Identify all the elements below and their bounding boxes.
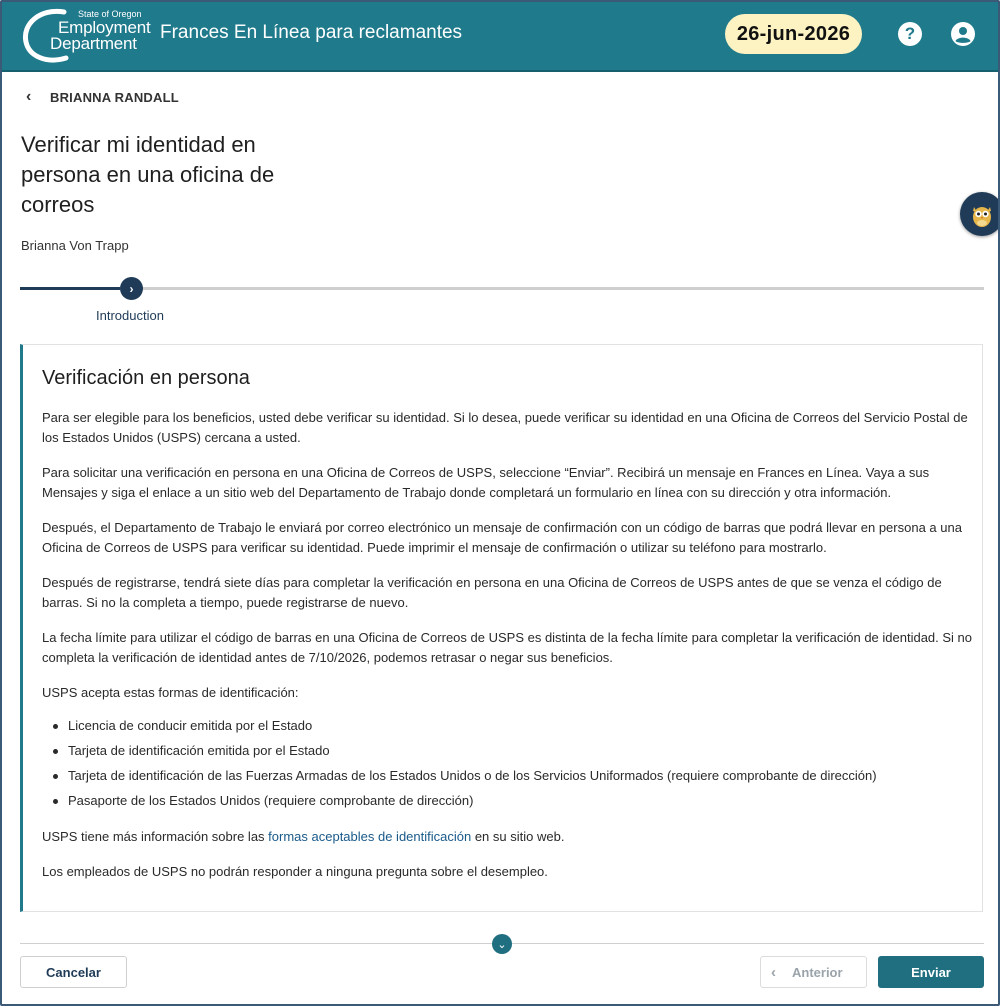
- page-title: Verificar mi identidad en persona en una oficina de correos: [21, 132, 275, 217]
- previous-button-label: Anterior: [792, 964, 843, 980]
- back-link-label: BRIANNA RANDALL: [50, 89, 179, 105]
- chevron-left-icon: ‹: [771, 963, 776, 981]
- logo-line-employment: Employment: [58, 18, 151, 37]
- employment-department-logo[interactable]: [20, 6, 151, 64]
- paragraph: Después de registrarse, tendrá siete días para completar la verificación en persona en una Oficina de Correos de USPS antes de que se venza el código de barras. Si no la completa a tiempo, puede registrarse de nuevo.: [42, 575, 942, 610]
- date-badge: 26-jun-2026: [725, 14, 862, 54]
- content-card: [20, 344, 983, 912]
- closing-paragraph: Los empleados de USPS no podrán responder a ninguna pregunta sobre el desempleo.: [42, 864, 548, 879]
- owl-assistant-icon[interactable]: [960, 192, 1000, 236]
- stepper-current-step-icon: ›: [120, 277, 143, 300]
- list-item: Pasaporte de los Estados Unidos (requiere comprobante de dirección): [64, 788, 972, 813]
- help-icon[interactable]: ?: [898, 22, 922, 46]
- more-info-text-before: USPS tiene más información sobre las: [42, 829, 269, 844]
- back-link[interactable]: [26, 87, 179, 107]
- app-title: Frances En Línea para reclamantes: [160, 22, 463, 43]
- paragraph: La fecha límite para utilizar el código de barras en una Oficina de Correos de USPS es distinta de la fecha límite para completar la verificación de identidad. Si no completa la verificación de identidad antes de 7/10/2026, podemos retrasar o negar sus beneficios.: [42, 630, 973, 665]
- chevron-left-icon: ‹: [26, 88, 32, 105]
- more-info-paragraph: [42, 827, 972, 847]
- list-item: Tarjeta de identificación de las Fuerzas Armadas de los Estados Unidos o de los Servicios Uniformados (requiere comprobante de dirección): [64, 763, 972, 788]
- chevron-down-icon: ⌄: [497, 938, 507, 951]
- previous-button[interactable]: [760, 956, 867, 988]
- logo-state-text: State of Oregon: [78, 9, 142, 19]
- list-item: Tarjeta de identificación emitida por el Estado: [64, 738, 972, 763]
- card-title: Verificación en persona: [42, 367, 250, 389]
- submit-button[interactable]: Enviar: [878, 956, 984, 988]
- claimant-name: Brianna Von Trapp: [21, 238, 129, 253]
- stepper-progress-complete: [20, 287, 120, 290]
- acceptable-id-link[interactable]: formas aceptables de identificación: [268, 829, 472, 844]
- id-list: [64, 713, 972, 813]
- paragraph: Después, el Departamento de Trabajo le enviará por correo electrónico un mensaje de confirmación con un código de barras que podrá llevar en persona a una Oficina de Correos de USPS para verificar su identidad. Puede imprimir el mensaje de confirmación o utilizar su teléfono para mostrarlo.: [42, 520, 962, 555]
- scroll-down-button[interactable]: [492, 934, 512, 954]
- logo-line-department: Department: [50, 34, 137, 53]
- stepper-progress-remaining: [142, 287, 984, 290]
- account-icon[interactable]: [951, 22, 975, 46]
- stepper-step-label: Introduction: [96, 308, 164, 323]
- paragraph: Para ser elegible para los beneficios, usted debe verificar su identidad. Si lo desea, puede verificar su identidad en una Oficina de Correos del Servicio Postal de los Estados Unidos (USPS) cercana a usted.: [42, 410, 968, 445]
- card-body: [42, 408, 972, 897]
- list-item: Licencia de conducir emitida por el Estado: [64, 713, 972, 738]
- app-header: [2, 2, 1000, 72]
- more-info-text-after: en su sitio web.: [471, 829, 565, 844]
- cancel-button[interactable]: Cancelar: [20, 956, 127, 988]
- id-list-intro: USPS acepta estas formas de identificación:: [42, 685, 299, 700]
- paragraph: Para solicitar una verificación en persona en una Oficina de Correos de USPS, seleccione “Enviar”. Recibirá un mensaje en Frances en Línea. Vaya a sus Mensajes y siga el enlace a un sitio web del Departamento de Trabajo donde completará un formulario en línea con su dirección y otra información.: [42, 465, 930, 500]
